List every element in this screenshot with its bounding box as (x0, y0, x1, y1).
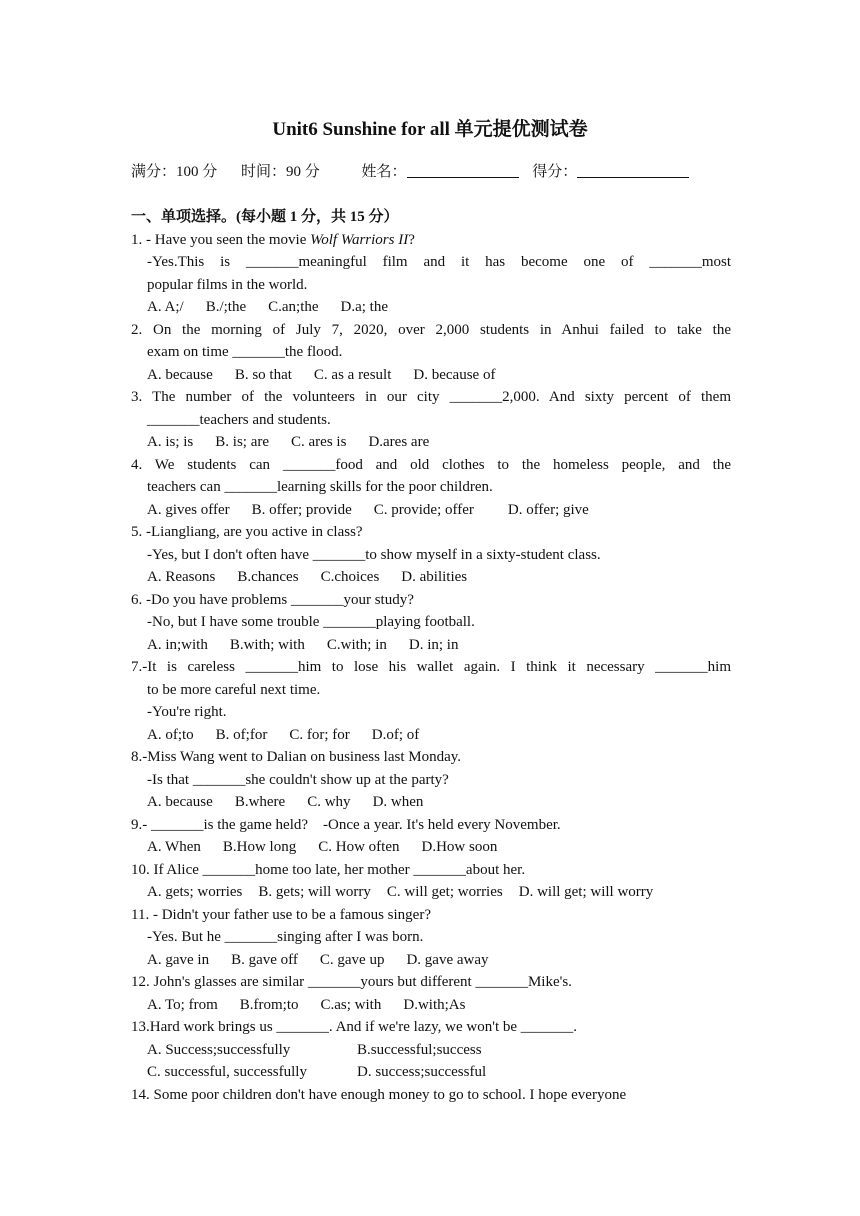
option-d[interactable]: D. when (372, 794, 424, 810)
option-c[interactable]: C.as; with (320, 996, 382, 1013)
question-2 (131, 319, 731, 387)
answer-options (131, 994, 731, 1017)
option-a[interactable]: A. is; is (147, 434, 194, 450)
question-text: 4. We students can _______food and old clothes to the homeless people, and the (131, 456, 731, 473)
question-text: 7.-It is careless _______him to lose his wallet again. I think it necessary _______him (131, 659, 731, 675)
question-text: 6. -Do you have problems _______your study? (131, 591, 414, 608)
answer-options (131, 791, 731, 814)
option-b[interactable]: B.from;to (239, 996, 299, 1013)
question-11 (131, 904, 731, 972)
option-a[interactable]: A. because (147, 794, 213, 810)
question-8 (131, 746, 731, 814)
option-c[interactable]: C.an;the (268, 299, 319, 315)
option-d[interactable]: D.How soon (421, 839, 498, 855)
question-text: 13.Hard work brings us _______. And if we're lazy, we won't be _______. (131, 1019, 578, 1035)
option-a[interactable]: A. When (147, 839, 201, 855)
question-3 (131, 386, 731, 454)
answer-options (131, 724, 731, 747)
answer-options (131, 836, 731, 859)
question-text: popular films in the world. (147, 276, 308, 293)
question-5 (131, 521, 731, 589)
option-a[interactable]: A. in;with (147, 636, 208, 653)
answer-options (131, 881, 731, 904)
option-a[interactable]: A. gave in (147, 951, 210, 968)
option-d[interactable]: D. because of (413, 366, 496, 383)
question-text: -Is that _______she couldn't show up at the party? (147, 771, 449, 788)
option-d[interactable]: D.with;As (403, 996, 466, 1013)
question-text: 3. The number of the volunteers in our city _______2,000. And sixty percent of them (131, 389, 731, 405)
question-6 (131, 589, 731, 657)
option-a[interactable]: A. Success;successfully (147, 1041, 291, 1058)
option-d[interactable]: D. offer; give (507, 501, 589, 518)
question-text: -Yes. But he _______singing after I was born. (147, 929, 424, 945)
option-c[interactable]: C. successful, successfully (147, 1064, 307, 1080)
question-text: exam on time _______the flood. (147, 344, 343, 360)
question-7 (131, 656, 731, 746)
question-text: 1. - Have you seen the movie Wolf Warriors II? (131, 231, 415, 248)
option-a[interactable]: A. To; from (147, 996, 218, 1013)
grade-blank[interactable] (577, 163, 689, 178)
option-d[interactable]: D.a; the (340, 299, 388, 315)
question-text: -Yes.This is _______meaningful film and it has become one of _______most (147, 254, 731, 270)
question-text: teachers can _______learning skills for the poor children. (147, 479, 493, 495)
option-a[interactable]: A. A;/ (147, 299, 184, 315)
option-c[interactable]: C. for; for (289, 726, 350, 743)
question-text: 11. - Didn't your father use to be a famous singer? (131, 906, 431, 923)
question-1 (131, 229, 731, 319)
question-4 (131, 454, 731, 522)
option-a[interactable]: A. Reasons (147, 569, 216, 585)
option-c[interactable]: C. why (307, 794, 351, 810)
option-b[interactable]: B./;the (205, 299, 247, 315)
question-text: 10. If Alice _______home too late, her mother _______about her. (131, 861, 526, 878)
option-d[interactable]: D. will get; will worry (518, 884, 654, 900)
question-text: -Yes, but I don't often have _______to show myself in a sixty-student class. (147, 546, 601, 563)
option-c[interactable]: C.with; in (326, 636, 387, 653)
answer-options (131, 1061, 731, 1084)
question-text: to be more careful next time. (147, 681, 321, 698)
question-text: 9.- _______is the game held? -Once a year. It's held every November. (131, 816, 561, 833)
option-b[interactable]: B.with; with (229, 636, 305, 653)
question-text: -No, but I have some trouble _______playing football. (147, 614, 475, 630)
option-a[interactable]: A. gets; worries (147, 884, 243, 900)
question-text: _______teachers and students. (147, 411, 331, 428)
option-b[interactable]: B.How long (222, 839, 297, 855)
answer-options (131, 566, 731, 589)
option-c[interactable]: C.choices (320, 569, 380, 585)
option-d[interactable]: D. abilities (401, 569, 468, 585)
answer-options (131, 1039, 731, 1062)
answer-options (131, 364, 731, 387)
name-label: 姓名： (361, 164, 407, 180)
option-b[interactable]: B. offer; provide (251, 501, 352, 518)
question-12 (131, 971, 731, 1016)
full-score-label: 满分：100 分 (131, 164, 218, 180)
option-d[interactable]: D. gave away (406, 951, 489, 968)
page-title: Unit6 Sunshine for all 单元提优测试卷 (272, 119, 588, 140)
answer-options (131, 634, 731, 657)
option-b[interactable]: B.chances (237, 569, 299, 585)
option-c[interactable]: C. ares is (291, 434, 347, 450)
exam-info-row (131, 160, 689, 181)
grade-label: 得分： (532, 164, 578, 180)
option-b[interactable]: B. of;for (215, 726, 268, 743)
option-a[interactable]: A. gives offer (147, 501, 230, 518)
answer-options (131, 431, 731, 454)
option-a[interactable]: A. because (147, 366, 213, 383)
option-c[interactable]: C. How often (318, 839, 400, 855)
movie-title: Wolf Warriors II (310, 231, 409, 248)
option-b[interactable]: B.successful;success (357, 1041, 482, 1058)
answer-options (131, 499, 731, 522)
question-9 (131, 814, 731, 859)
option-c[interactable]: C. will get; worries (386, 884, 503, 900)
option-a[interactable]: A. of;to (147, 726, 194, 743)
option-d[interactable]: D.ares are (368, 434, 430, 450)
option-b[interactable]: B. so that (234, 366, 292, 383)
option-b[interactable]: B.where (234, 794, 286, 810)
option-c[interactable]: C. gave up (319, 951, 385, 968)
name-blank[interactable] (407, 163, 519, 178)
option-c[interactable]: C. provide; offer (373, 501, 474, 518)
time-label: 时间：90 分 (241, 164, 320, 180)
option-d[interactable]: D. success;successful (357, 1064, 487, 1080)
question-text: 12. John's glasses are similar _______yours but different _______Mike's. (131, 974, 572, 990)
question-14 (131, 1084, 731, 1107)
question-text: 2. On the morning of July 7, 2020, over 2,000 students in Anhui failed to take the (131, 321, 731, 338)
section-title: 一、单项选择。(每小题 1 分，共 15 分） (131, 209, 399, 225)
exam-content (131, 206, 731, 1106)
question-13 (131, 1016, 731, 1084)
question-text: 8.-Miss Wang went to Dalian on business last Monday. (131, 749, 462, 765)
answer-options (131, 949, 731, 972)
option-b[interactable]: B. gave off (231, 951, 298, 968)
question-text: 5. -Liangliang, are you active in class? (131, 524, 363, 540)
answer-options (131, 296, 731, 319)
question-10 (131, 859, 731, 904)
option-c[interactable]: C. as a result (313, 366, 392, 383)
option-b[interactable]: B. gets; will worry (258, 884, 371, 900)
option-d[interactable]: D.of; of (371, 726, 420, 743)
question-text: 14. Some poor children don't have enough money to go to school. I hope everyone (131, 1086, 627, 1103)
question-text: -You're right. (147, 704, 227, 720)
option-d[interactable]: D. in; in (408, 636, 459, 653)
option-b[interactable]: B. is; are (215, 434, 270, 450)
